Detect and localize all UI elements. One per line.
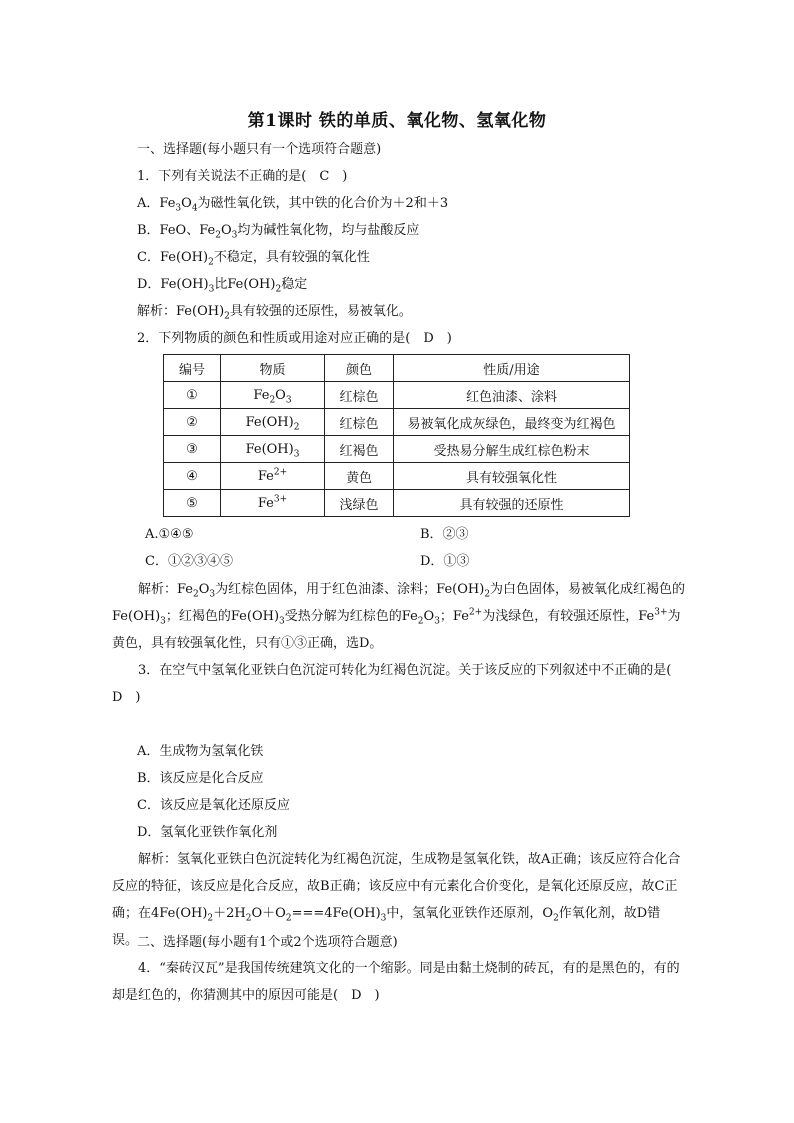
q2-option-a: A.①④⑤: [145, 527, 194, 542]
q3-option-c: C．该反应是氧化还原反应: [137, 798, 290, 813]
q3-option-b: B．该反应是化合反应: [137, 771, 264, 786]
table-cell: $Fe^{2+}$: [221, 463, 325, 490]
table-cell: $Fe(OH)_2$: [221, 409, 325, 436]
table-cell: $Fe_2O_3$: [221, 382, 325, 409]
table-cell: ④: [164, 463, 221, 490]
q2-stem: 2．下列物质的颜色和性质或用途对应正确的是( D ): [137, 331, 452, 346]
q1-option-d: D．$Fe(OH)_3$比$Fe(OH)_2$稳定: [137, 277, 308, 295]
table-row: [164, 490, 630, 517]
table-cell: ⑤: [164, 490, 221, 517]
table-cell: $Fe^{3+}$: [221, 490, 325, 517]
page-title: 第1课时 铁的单质、氧化物、氢氧化物: [247, 111, 547, 131]
table-header: 物质: [221, 355, 325, 382]
q2-option-b: B．②③: [420, 527, 469, 542]
q1-option-c: C．$Fe(OH)_2$不稳定，具有较强的氧化性: [137, 250, 370, 268]
q3-stem: 3．在空气中氢氧化亚铁白色沉淀可转化为红褐色沉淀。关于该反应的下列叙述中不正确的是( D ): [112, 663, 685, 705]
q2-analysis: 解析：$Fe_2O_3$为红棕色固体，用于红色油漆、涂料；$Fe(OH)_2$为白色固体，易被氧化成红褐色的$Fe(OH)_3$；红褐色的$Fe(OH)_3$受热分解为红棕色的$Fe_2O_3$；$Fe^{2+}$为浅绿色，有较强还原性，$Fe^{3+}$为黄色，具有较强氧化性，只有①③正确，选D。: [112, 582, 686, 651]
q3-option-a: A．生成物为氢氧化铁: [137, 744, 264, 759]
table-header: 编号: [164, 355, 221, 382]
table-cell: 浅绿色: [325, 490, 394, 517]
q3-analysis: 解析：氢氧化亚铁白色沉淀转化为红褐色沉淀，生成物是氢氧化铁，故A正确；该反应符合化合反应的特征，该反应是化合反应，故B正确；该反应中有元素化合价变化，是氧化还原反应，故C正确；在$4Fe(OH)_2+2H_2O+O_2===4Fe(OH)_3$中，氢氧化亚铁作还原剂，$O_2$作氧化剂，故D错误。: [112, 852, 681, 948]
table-cell: 受热易分解生成红棕色粉末: [394, 436, 630, 463]
q1-option-a: A．$Fe_3O_4$为磁性氧化铁，其中铁的化合价为＋2和＋3: [137, 196, 449, 214]
table-header-row: [164, 355, 630, 382]
q2-option-c: C．①②③④⑤: [145, 554, 233, 569]
q1-analysis: 解析：$Fe(OH)_2$具有较强的还原性，易被氧化。: [137, 304, 412, 322]
table-row: [164, 463, 630, 490]
table-cell: $Fe(OH)_3$: [221, 436, 325, 463]
table-cell: 具有较强的还原性: [394, 490, 630, 517]
q2-option-d: D．①③: [420, 554, 470, 569]
table-cell: ①: [164, 382, 221, 409]
properties-table: [163, 354, 630, 517]
table-cell: 具有较强氧化性: [394, 463, 630, 490]
table-header: 性质/用途: [394, 355, 630, 382]
table-header: 颜色: [325, 355, 394, 382]
table-row: [164, 436, 630, 463]
table-cell: 红棕色: [325, 382, 394, 409]
table-cell: 黄色: [325, 463, 394, 490]
table-cell: 红褐色: [325, 436, 394, 463]
q4-stem: 4．“秦砖汉瓦”是我国传统建筑文化的一个缩影。同是由黏土烧制的砖瓦，有的是黑色的，有的却是红色的，你猜测其中的原因可能是( D ): [112, 961, 680, 1003]
q1-option-b: B．FeO、$Fe_2O_3$均为碱性氧化物，均与盐酸反应: [137, 223, 420, 241]
table-cell: 红色油漆、涂料: [394, 382, 630, 409]
section-heading-2: 二、选择题(每小题有1个或2个选项符合题意): [137, 935, 398, 950]
table-cell: ③: [164, 436, 221, 463]
table-cell: 红棕色: [325, 409, 394, 436]
table-cell: ②: [164, 409, 221, 436]
table-row: [164, 382, 630, 409]
table-row: [164, 409, 630, 436]
q3-option-d: D．氢氧化亚铁作氧化剂: [137, 825, 278, 840]
q1-stem: 1．下列有关说法不正确的是( C ): [137, 169, 348, 184]
section-heading-1: 一、选择题(每小题只有一个选项符合题意): [137, 142, 382, 157]
table-cell: 易被氧化成灰绿色，最终变为红褐色: [394, 409, 630, 436]
